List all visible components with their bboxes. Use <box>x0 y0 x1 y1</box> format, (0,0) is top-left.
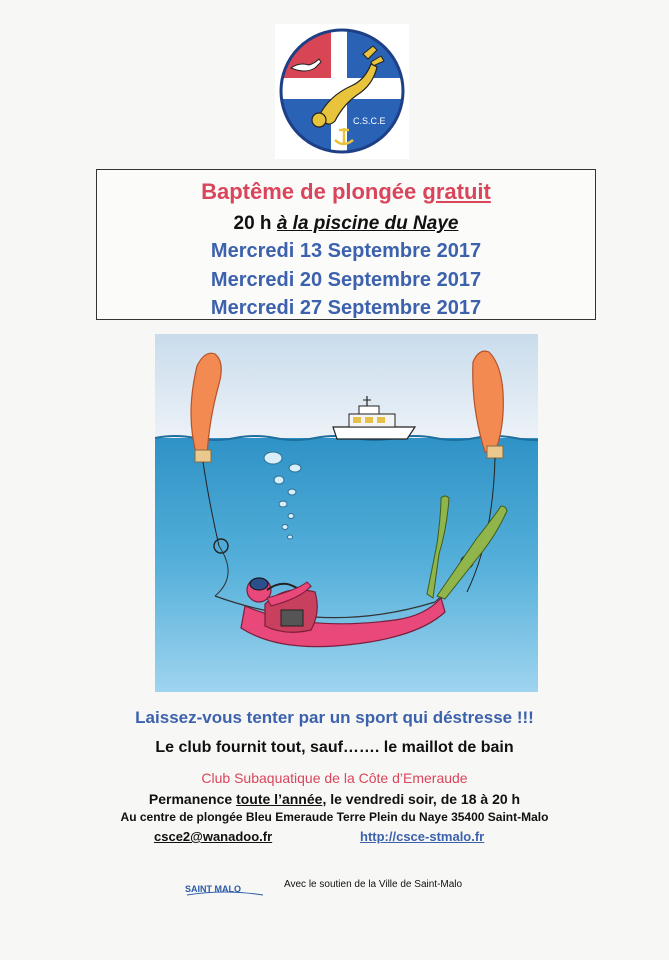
permanence-line: Permanence toute l’année, le vendredi soir, de 18 à 20 h <box>148 791 521 807</box>
session-date: Mercredi 27 Septembre 2017 <box>210 297 482 319</box>
logo-label: C.S.C.E <box>353 116 386 126</box>
announcement-title: Baptême de plongée gratuit <box>201 179 491 204</box>
address-line: Au centre de plongée Bleu Emeraude Terre Plein du Naye 35400 Saint-Malo <box>120 810 549 824</box>
session-date: Mercredi 13 Septembre 2017 <box>210 240 482 262</box>
free-highlight: gratuit <box>422 179 491 204</box>
announcement-box <box>96 169 596 320</box>
session-time: 20 h <box>233 213 277 234</box>
permanence-highlight: toute l’année <box>236 791 323 807</box>
saint-malo-logo-icon <box>185 881 267 897</box>
club-diver-logo-icon <box>275 24 409 159</box>
saint-malo-logo-text: SAINT MALO <box>185 884 241 894</box>
session-date: Mercredi 20 Septembre 2017 <box>210 269 482 291</box>
club-logo <box>275 24 409 159</box>
diver-hammock-illustration <box>155 334 538 692</box>
diver-hammock-illustration-icon <box>155 334 538 692</box>
club-name: Club Subaquatique de la Côte d’Emeraude <box>201 770 468 786</box>
session-place: à la piscine du Naye <box>276 213 459 234</box>
slogan: Laissez-vous tenter par un sport qui déstresse !!! <box>135 708 534 727</box>
offer-line: Le club fournit tout, sauf……. le maillot de bain <box>155 739 514 756</box>
website-link[interactable]: http://csce-stmalo.fr <box>360 829 485 844</box>
sponsor-text: Avec le soutien de la Ville de Saint-Malo <box>284 879 463 890</box>
time-place-line <box>97 213 595 235</box>
email-link[interactable]: csce2@wanadoo.fr <box>154 829 273 844</box>
